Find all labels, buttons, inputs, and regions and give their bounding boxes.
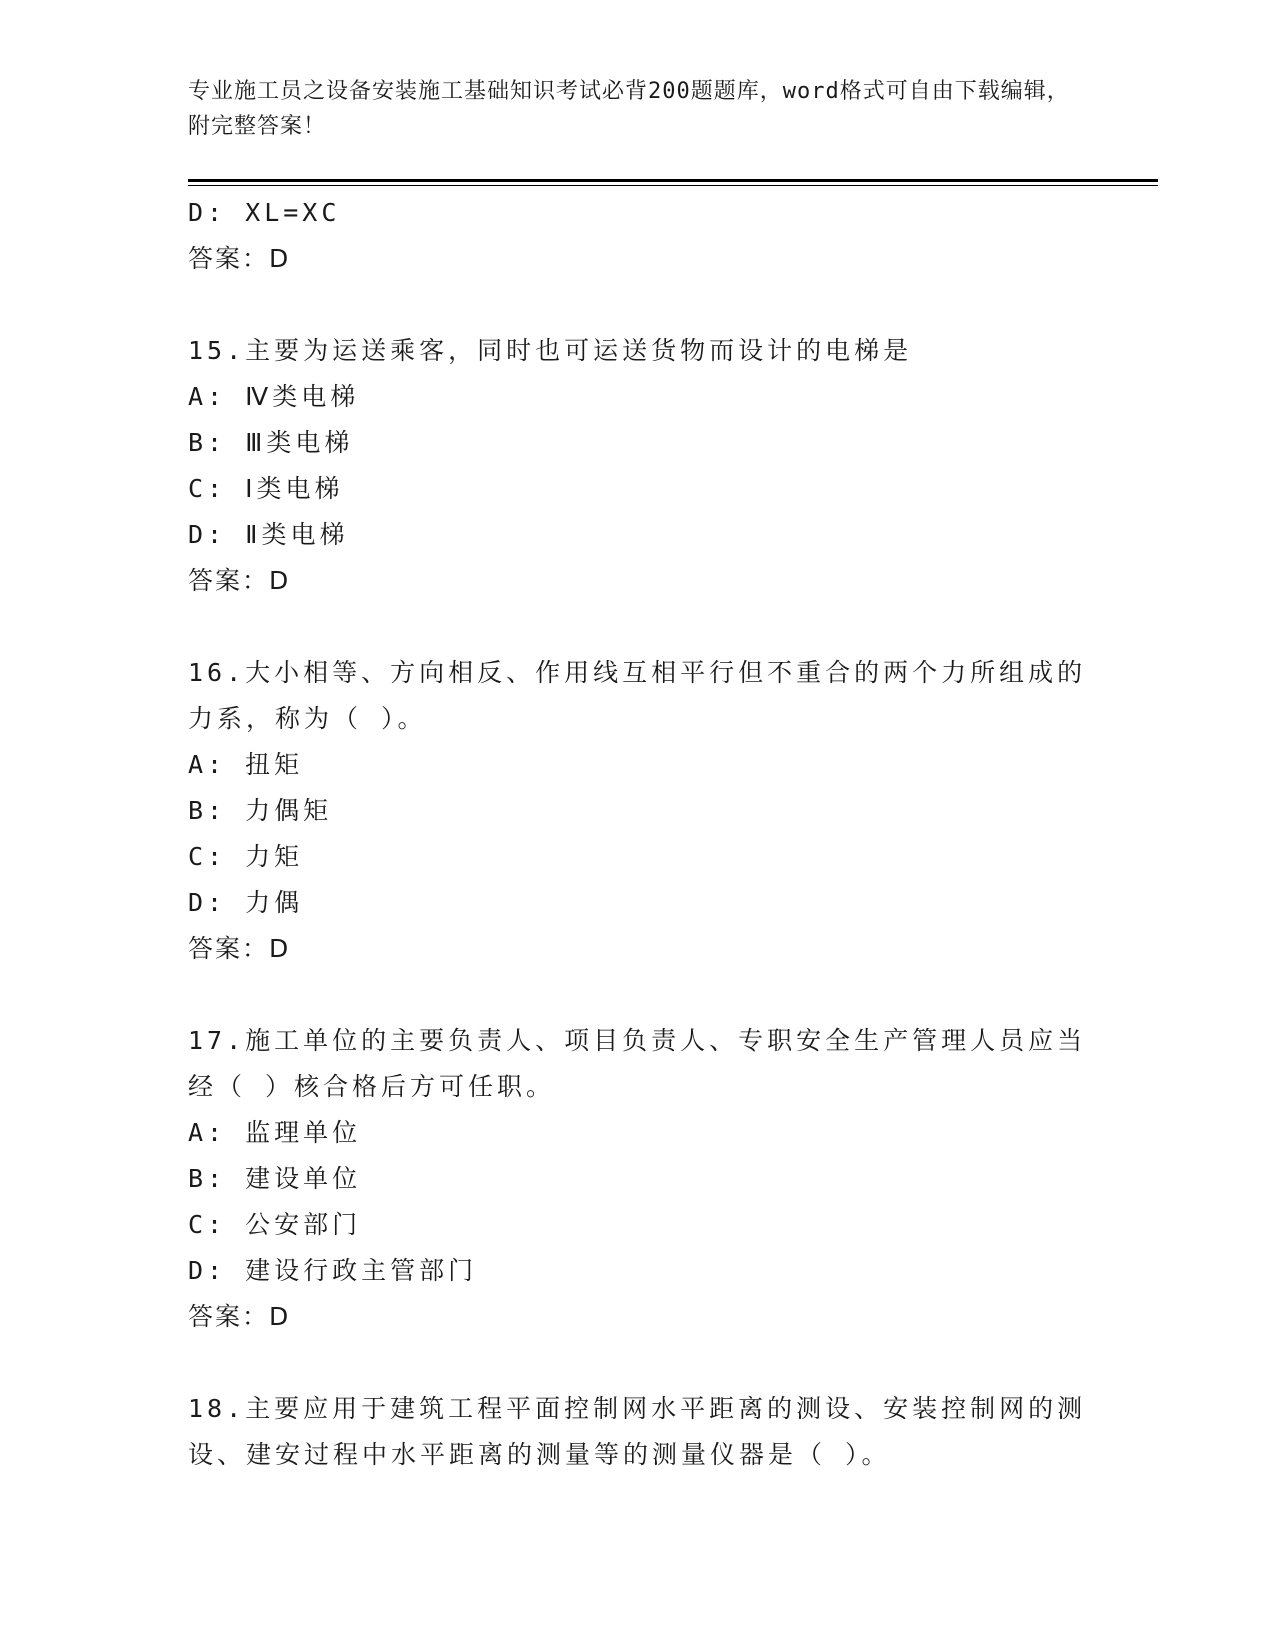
option-a: A: 监理单位: [188, 1118, 362, 1147]
question-15: [188, 328, 1088, 604]
option-d: D: 建设行政主管部门: [188, 1256, 478, 1285]
option-d: D: XL=XC: [188, 198, 341, 227]
question-list: [188, 190, 1088, 1478]
header-divider-thin: [188, 185, 1158, 186]
header-divider-thick: [188, 179, 1158, 182]
question-stem: 16.大小相等、方向相反、作用线互相平行但不重合的两个力所组成的力系，称为（ ）。: [188, 658, 1087, 733]
question-16: [188, 650, 1088, 972]
option-b: B: 力偶矩: [188, 796, 333, 825]
question-stem: 17.施工单位的主要负责人、项目负责人、专职安全生产管理人员应当经（ ）核合格后方可任职。: [188, 1026, 1087, 1101]
answer-line: 答案：D: [188, 1302, 291, 1331]
option-a: A: Ⅳ类电梯: [188, 382, 360, 411]
question-stem: 15.主要为运送乘客，同时也可运送货物而设计的电梯是: [188, 336, 913, 365]
option-c: C: Ⅰ类电梯: [188, 474, 344, 503]
page-header: 专业施工员之设备安装施工基础知识考试必背200题题库，word格式可自由下载编辑，附完整答案！: [188, 79, 1070, 139]
option-b: B: Ⅲ类电梯: [188, 428, 354, 457]
option-d: D: 力偶: [188, 888, 304, 917]
question-17: [188, 1018, 1088, 1340]
question-18: [188, 1386, 1088, 1478]
option-a: A: 扭矩: [188, 750, 304, 779]
question-stem: 18.主要应用于建筑工程平面控制网水平距离的测设、安装控制网的测设、建安过程中水平距离的测量等的测量仪器是（ ）。: [188, 1394, 1087, 1469]
option-b: B: 建设单位: [188, 1164, 362, 1193]
answer-line: 答案：D: [188, 244, 291, 273]
option-c: C: 公安部门: [188, 1210, 362, 1239]
answer-line: 答案：D: [188, 566, 291, 595]
answer-line: 答案：D: [188, 934, 291, 963]
option-d: D: Ⅱ类电梯: [188, 520, 349, 549]
option-c: C: 力矩: [188, 842, 304, 871]
